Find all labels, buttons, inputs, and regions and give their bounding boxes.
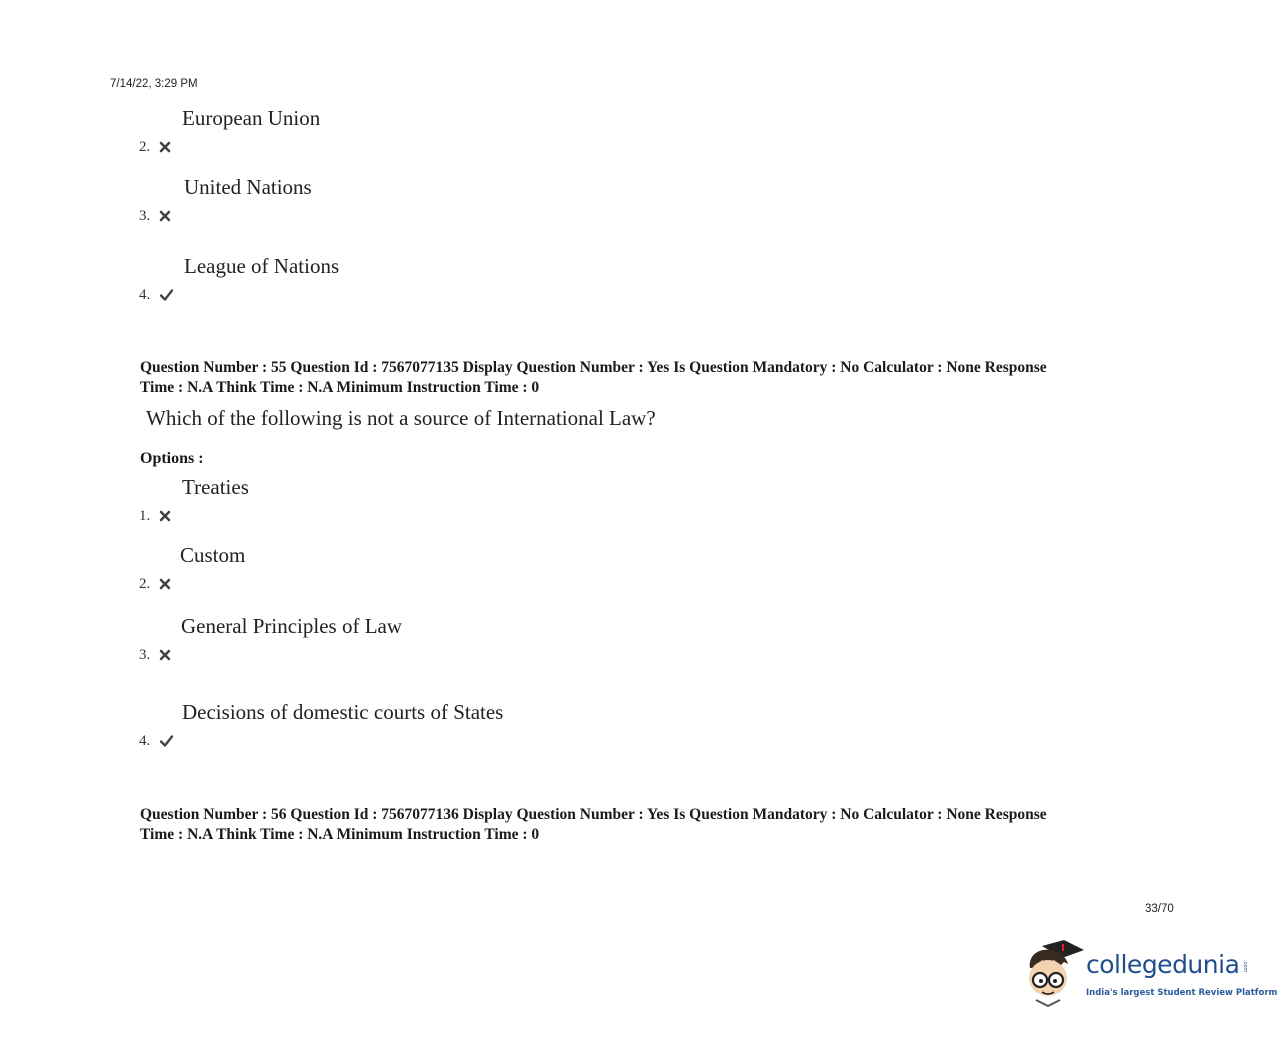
question-meta-line: Question Number : 55 Question Id : 7567077135 Display Question Number : Yes Is Question Mandatory : No Calculator : None Response [140,359,1047,376]
option-row [139,543,839,593]
collegedunia-logo [1024,938,1278,1008]
logo-tagline: India's largest Student Review Platform [1086,988,1278,998]
print-timestamp: 7/14/22, 3:29 PM [110,78,198,90]
question-meta [140,358,1170,397]
option-text: Treaties [182,475,249,499]
option-row [139,106,839,156]
cross-icon [158,140,172,154]
option-number: 3. [139,647,151,663]
question-text: Which of the following is not a source of International Law? [146,406,656,430]
option-number: 4. [139,733,151,749]
cross-icon [158,209,172,223]
option-row [139,175,839,225]
question-meta-line: Time : N.A Think Time : N.A Minimum Instruction Time : 0 [140,378,540,396]
option-number: 2. [139,139,151,155]
logo-suffix: .com [1242,960,1248,973]
cross-icon [158,577,172,591]
option-text: European Union [182,106,321,130]
option-number: 3. [139,208,151,224]
check-icon [158,288,175,302]
option-row [139,475,839,525]
option-number: 1. [139,508,151,524]
option-number: 4. [139,287,151,303]
option-text: League of Nations [184,254,340,278]
mascot-icon [1024,938,1086,1008]
option-text: Decisions of domestic courts of States [182,700,504,724]
option-text: Custom [180,543,246,567]
option-row [139,700,839,750]
option-text: United Nations [184,175,312,199]
option-row [139,614,839,664]
cross-icon [158,509,172,523]
cross-icon [158,648,172,662]
option-text: General Principles of Law [181,614,403,638]
question-meta-line: Question Number : 56 Question Id : 7567077136 Display Question Number : Yes Is Question Mandatory : No Calculator : None Response [140,806,1047,823]
option-row [139,254,839,304]
logo-wordmark: collegedunia [1086,950,1240,979]
question-meta [140,805,1170,844]
options-label: Options : [140,450,204,467]
check-icon [158,734,175,748]
question-meta-line: Time : N.A Think Time : N.A Minimum Instruction Time : 0 [140,825,540,843]
page-number: 33/70 [1145,903,1174,915]
option-number: 2. [139,576,151,592]
